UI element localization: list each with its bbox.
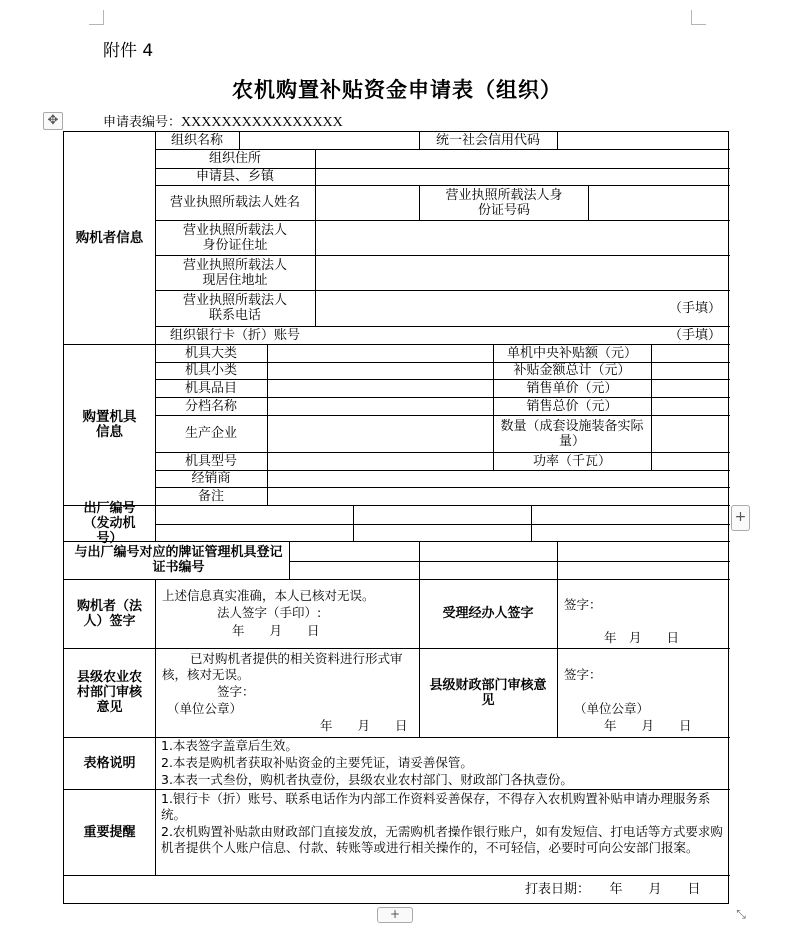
handler-sign-prompt: 签字： xyxy=(564,597,602,612)
central-subsidy-label: 单机中央补贴额（元） xyxy=(506,345,637,361)
county-seal-text: （单位公章） xyxy=(167,701,243,716)
finance-sign-date: 年 月 日 xyxy=(604,718,692,733)
form-title: 农机购置补贴资金申请表（组织） xyxy=(232,77,562,102)
county-sign-date: 年 月 日 xyxy=(320,718,408,733)
move-handle-icon[interactable]: ✥ xyxy=(43,112,63,130)
county-sign-prompt: 签字： xyxy=(217,684,255,699)
plate-certificate-label: 与出厂编号对应的牌证管理机具登记证书编号 xyxy=(74,545,283,575)
quantity-label: 数量（成套设施装备实际量） xyxy=(500,418,644,449)
reminder-line-2: 2.农机购置补贴款由财政部门直接发放，无需购机者操作银行账户，如有发短信、打电话等方式要求购机者提供个人账户信息、付款、转账等或进行相关操作的，不可轻信，必要时可向公安部门报案。 xyxy=(161,824,723,855)
legal-id-label: 营业执照所载法人身份证号码 xyxy=(445,187,563,218)
machine-item-label: 机具品目 xyxy=(184,380,237,396)
org-address-label: 组织住所 xyxy=(208,151,261,166)
machine-grade-label: 分档名称 xyxy=(184,398,237,414)
org-name-label: 组织名称 xyxy=(170,133,223,148)
legal-live-address-label: 营业执照所载法人现居住地址 xyxy=(182,257,287,288)
subsidy-application-table xyxy=(63,131,729,904)
application-number xyxy=(103,111,343,131)
description-line-2: 2.本表是购机者获取补贴资金的主要凭证，请妥善保管。 xyxy=(161,755,473,770)
power-label: 功率（千瓦） xyxy=(532,453,611,469)
machine-info-section-label: 购置机具信息 xyxy=(82,408,137,440)
legal-name-label: 营业执照所载法人姓名 xyxy=(169,195,300,210)
add-row-plus-icon[interactable]: + xyxy=(377,907,413,923)
buyer-sign-date: 年 月 日 xyxy=(232,623,320,638)
county-agri-review-label: 县级农业农村部门审核意见 xyxy=(76,670,142,715)
handler-signature-label: 受理经办人签字 xyxy=(442,606,534,621)
legal-phone-label: 营业执照所载法人联系电话 xyxy=(182,293,287,323)
credit-code-label: 统一社会信用代码 xyxy=(435,133,540,148)
attachment-label: 附件 4 xyxy=(103,41,154,61)
machine-category-label: 机具大类 xyxy=(184,345,237,361)
total-price-label: 销售总价（元） xyxy=(526,398,618,414)
remark-label: 备注 xyxy=(197,488,224,504)
total-subsidy-label: 补贴金额总计（元） xyxy=(513,363,631,378)
bank-card-label: 组织银行卡（折）账号 xyxy=(169,327,300,343)
county-review-text: 已对购机者提供的相关资料进行形式审核，核对无误。 xyxy=(162,651,403,682)
buyer-info-section-label: 购机者信息 xyxy=(75,229,144,246)
hand-fill-phone: （手填） xyxy=(668,300,721,316)
finance-sign-prompt: 签字： xyxy=(564,667,602,682)
finance-review-label: 县级财政部门审核意见 xyxy=(429,677,547,708)
finance-seal-text: （单位公章） xyxy=(574,701,650,716)
reminder-line-1: 1.银行卡（折）账号、联系电话作为内部工作资料妥善保存，不得存入农机购置补贴申请办理服务系统。 xyxy=(161,791,711,822)
description-line-3: 3.本表一式叁份，购机者执壹份，县级农业农村部门、财政部门各执壹份。 xyxy=(161,772,573,787)
machine-subcategory-label: 机具小类 xyxy=(184,363,237,378)
table-description-label: 表格说明 xyxy=(83,755,136,771)
buyer-declaration-text: 上述信息真实准确，本人已核对无误。 xyxy=(162,588,375,603)
resize-icon[interactable]: ⤡ xyxy=(736,907,746,921)
page-corner-mark-right xyxy=(691,10,706,25)
important-reminder-label: 重要提醒 xyxy=(83,824,136,840)
description-line-1: 1.本表签字盖章后生效。 xyxy=(161,738,298,753)
handler-sign-date: 年 月 日 xyxy=(604,630,680,645)
legal-id-address-label: 营业执照所载法人身份证住址 xyxy=(182,222,287,253)
add-column-plus-icon[interactable]: + xyxy=(731,505,750,531)
factory-number-label: 出厂编号（发动机号） xyxy=(83,500,136,546)
page-corner-mark-left xyxy=(89,10,104,25)
application-number-value: XXXXXXXXXXXXXXXX xyxy=(181,115,343,130)
legal-sign-prompt: 法人签字（手印）: xyxy=(217,605,322,620)
county-town-label: 申请县、乡镇 xyxy=(195,169,274,184)
application-number-label: 申请表编号： xyxy=(103,115,182,130)
hand-fill-bank: （手填） xyxy=(668,327,721,343)
manufacturer-label: 生产企业 xyxy=(184,426,237,441)
dealer-label: 经销商 xyxy=(191,471,231,486)
print-date: 打表日期： 年 月 日 xyxy=(525,882,701,897)
buyer-signature-label: 购机者（法人）签字 xyxy=(76,598,142,629)
unit-price-label: 销售单价（元） xyxy=(526,380,618,396)
machine-model-label: 机具型号 xyxy=(184,453,237,469)
